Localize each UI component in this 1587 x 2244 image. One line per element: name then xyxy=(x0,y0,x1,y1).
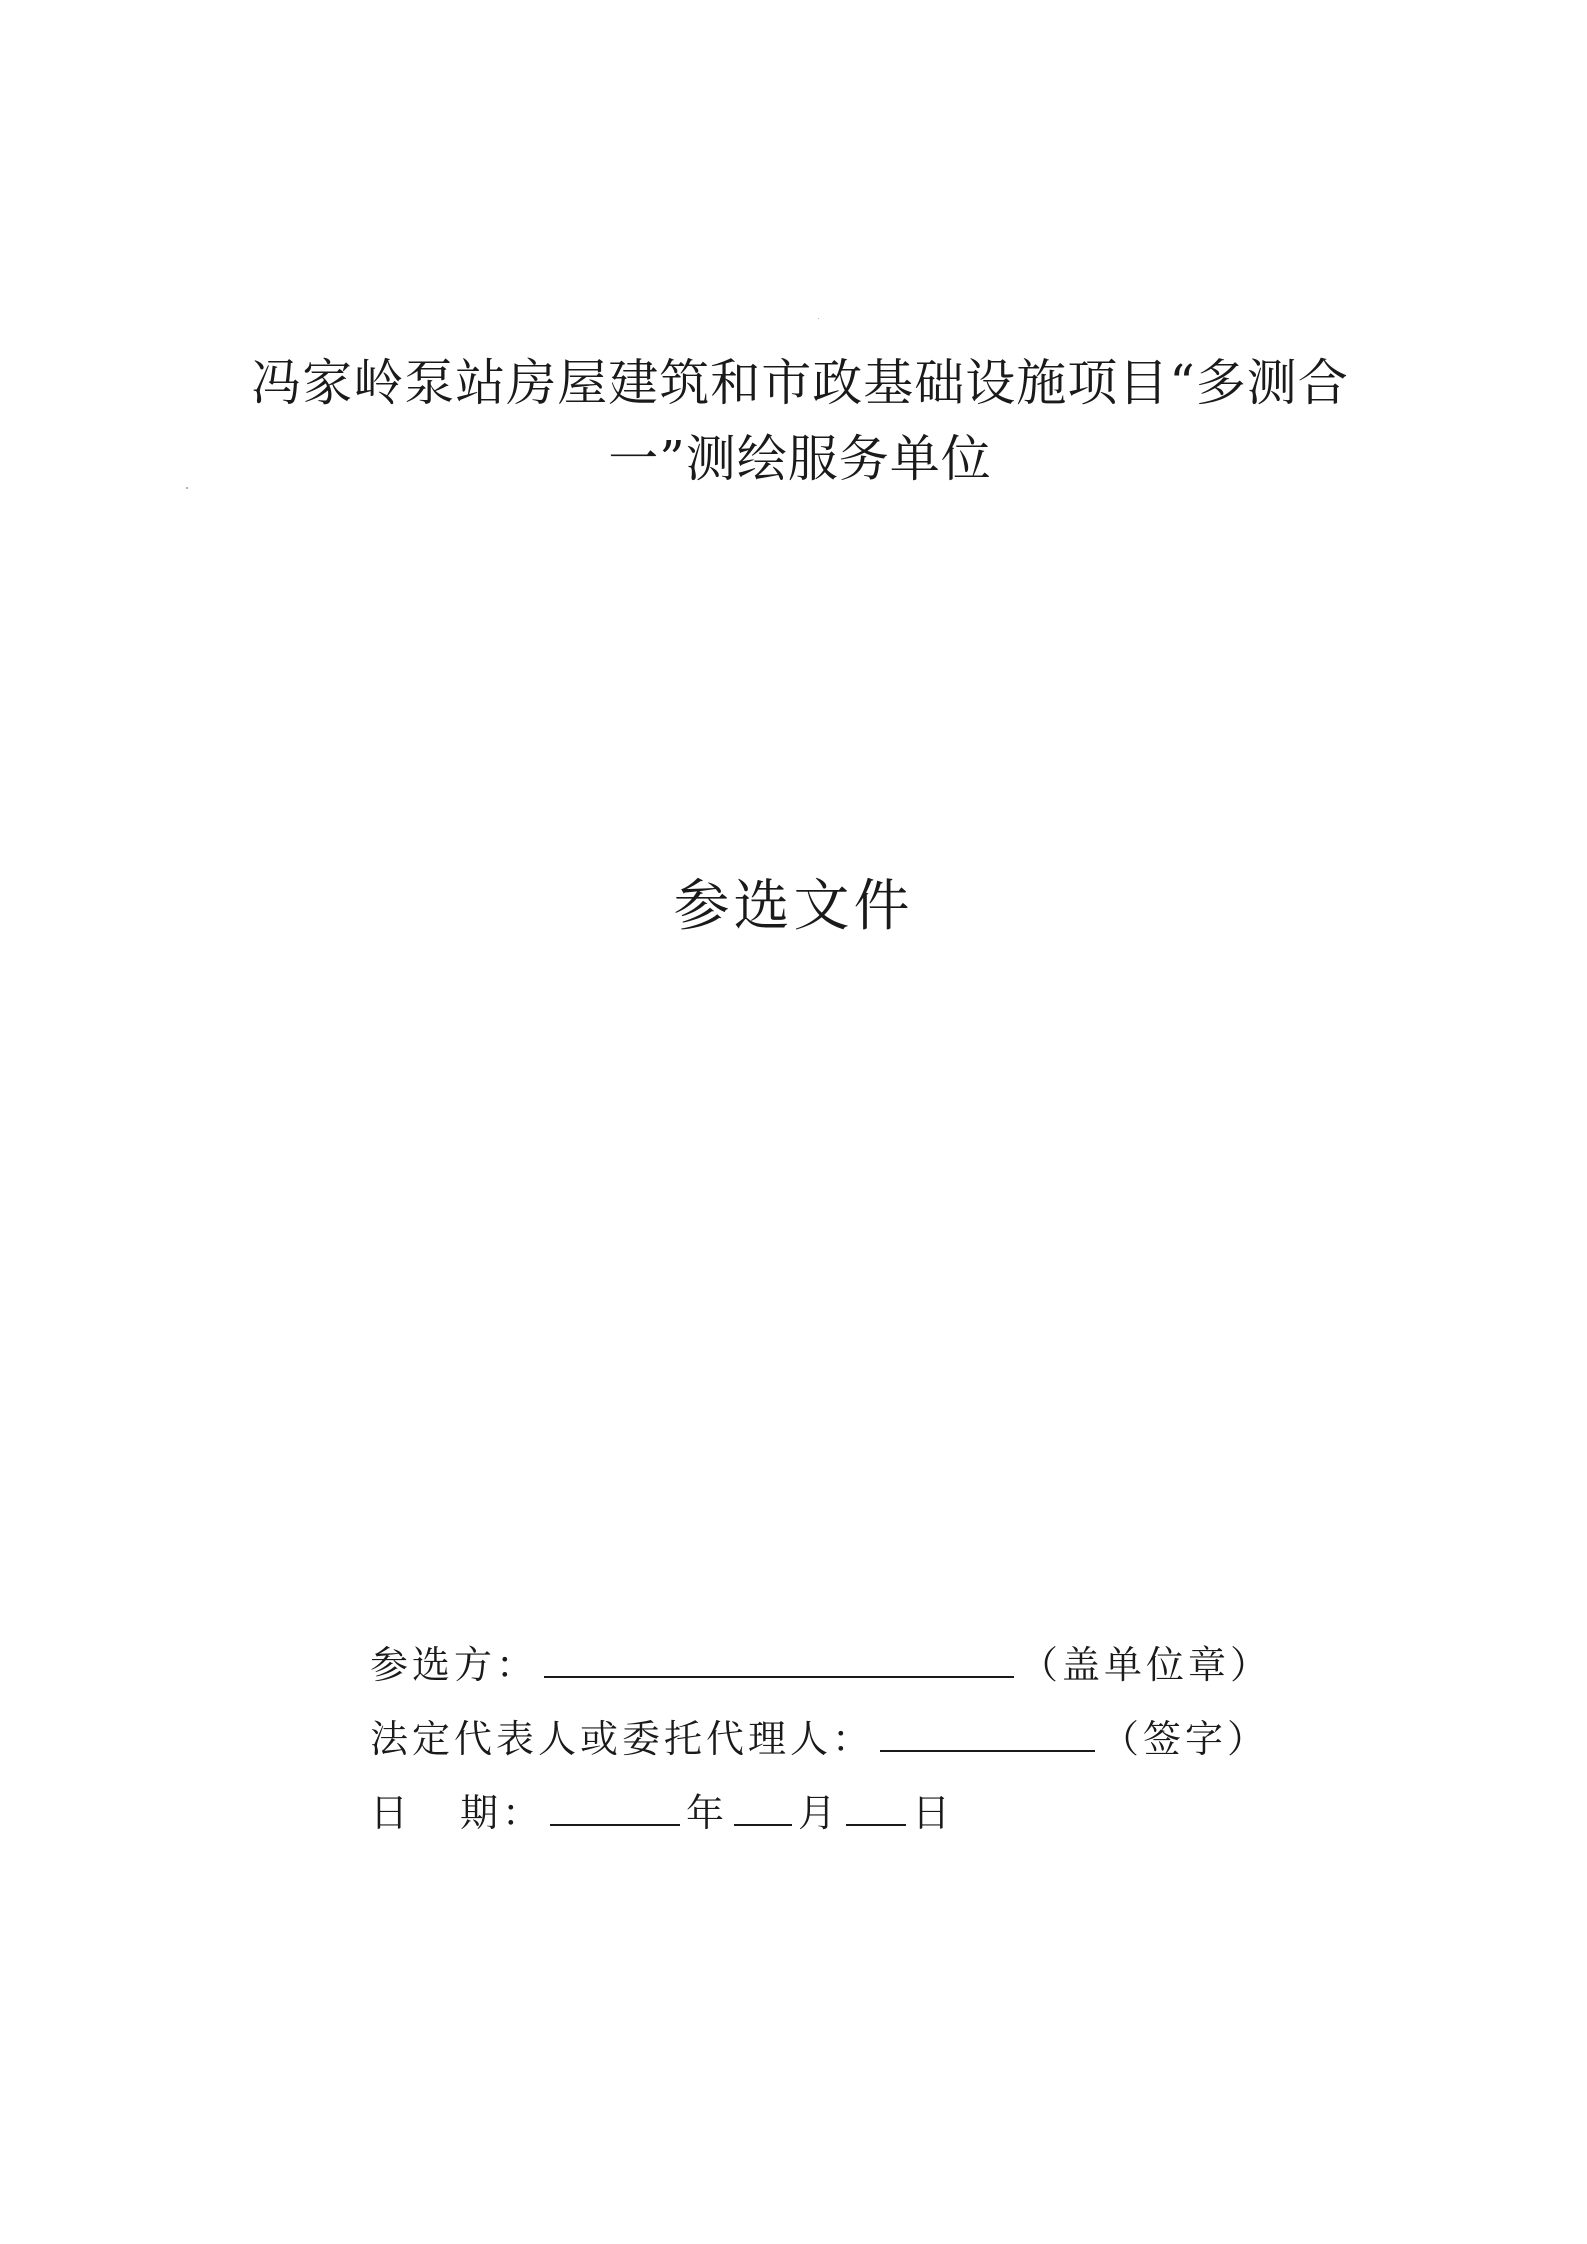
document-title: 参选文件 xyxy=(673,874,914,939)
party-seal-note: （盖单位章） xyxy=(1020,1643,1273,1687)
representative-label: 法定代表人或委托代理人： xyxy=(370,1717,875,1761)
project-title xyxy=(240,345,1360,497)
date-label-second: 期： xyxy=(460,1791,545,1835)
year-unit: 年 xyxy=(686,1791,729,1835)
day-unit: 日 xyxy=(912,1791,955,1835)
scan-speck xyxy=(818,318,819,319)
project-title-line-2: 一”测绘服务单位 xyxy=(608,430,992,488)
representative-blank-line xyxy=(880,1720,1095,1752)
party-blank-line xyxy=(544,1646,1014,1678)
year-blank-line xyxy=(550,1794,680,1826)
scan-speck xyxy=(186,487,188,489)
signature-block xyxy=(370,1628,1273,1850)
representative-sign-note: （签字） xyxy=(1101,1717,1270,1761)
project-title-line-1: 冯家岭泵站房屋建筑和市政基础设施项目“多测合 xyxy=(251,354,1349,412)
party-label: 参选方： xyxy=(370,1643,539,1687)
representative-row xyxy=(370,1702,1270,1776)
month-unit: 月 xyxy=(798,1791,841,1835)
date-label-first: 日 xyxy=(370,1791,413,1835)
party-row xyxy=(370,1628,1273,1702)
month-blank-line xyxy=(734,1794,792,1826)
day-blank-line xyxy=(846,1794,906,1826)
date-row xyxy=(370,1776,1270,1850)
